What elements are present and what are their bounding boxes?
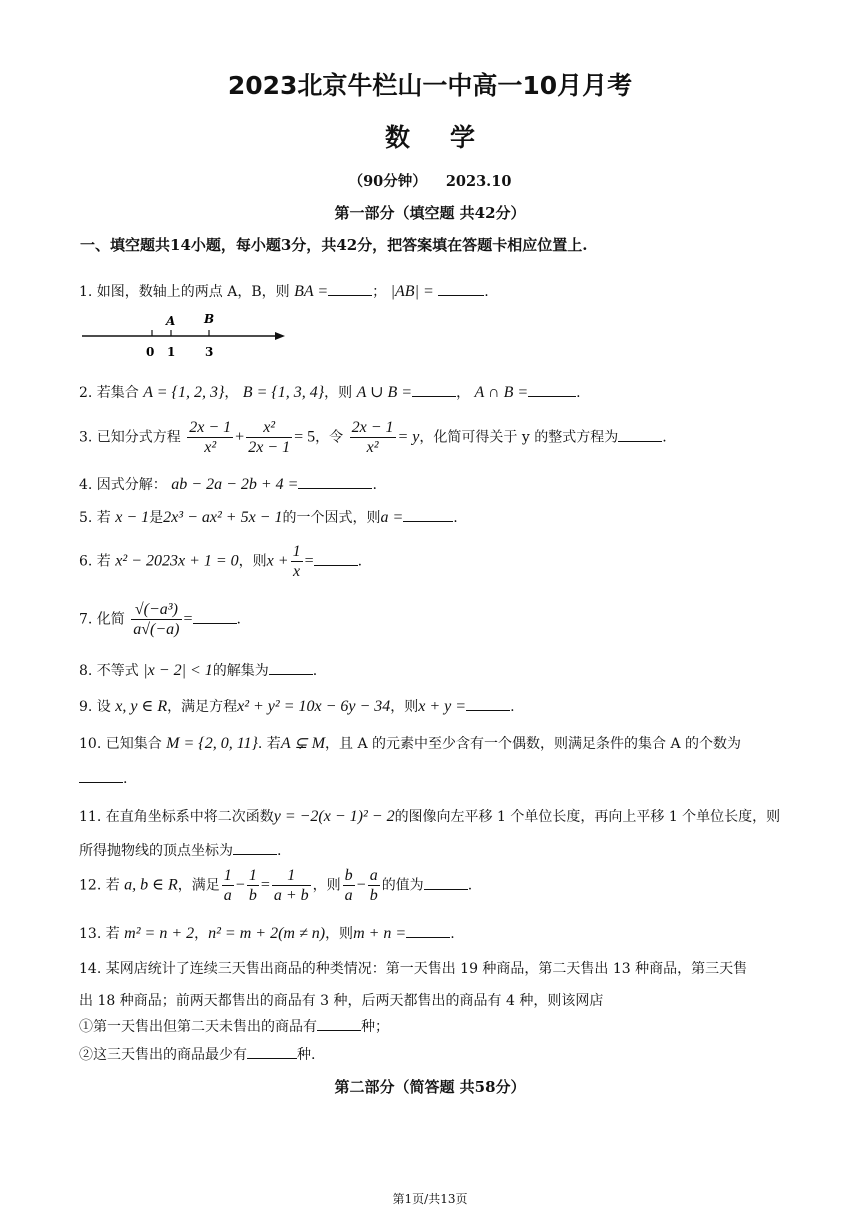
subject-title: 数学 bbox=[384, 123, 515, 152]
answer-blank[interactable] bbox=[412, 382, 456, 397]
question-10-cont: . bbox=[79, 768, 127, 787]
answer-blank[interactable] bbox=[233, 840, 277, 855]
answer-blank[interactable] bbox=[269, 660, 313, 675]
fraction: $\frac{\text{√(−a³)}}{a√(-a)}$ bbox=[133, 601, 180, 638]
answer-blank[interactable] bbox=[528, 382, 576, 397]
number-line-figure bbox=[80, 311, 290, 361]
fraction: $\frac{b}{a}$ bbox=[344, 867, 353, 904]
exam-date: 2023.10 bbox=[445, 173, 512, 190]
fraction: $\frac{1}{a}$ bbox=[223, 867, 232, 904]
answer-blank[interactable] bbox=[298, 474, 372, 489]
question-13: 13. 若 m² = n + 2，n² = m + 2(m ≠ n)，则m + n = . bbox=[79, 925, 455, 942]
question-14-line-1: 14. 某网店统计了连续三天售出商品的种类情况：第一天售出 19 种商品，第二天售出 13 种商品，第三天售 bbox=[79, 961, 748, 977]
fraction: $\frac{1}{a + b}$ bbox=[273, 867, 309, 904]
question-4: 4. 因式分解： ab − 2a − 2b + 4 = . bbox=[79, 476, 377, 493]
answer-blank[interactable] bbox=[247, 1044, 297, 1059]
question-10: 10. 已知集合 M = {2, 0, 11}. 若A ⊊ M，且 A 的元素中至少含有一个偶数，则满足条件的集合 A 的个数为 bbox=[79, 735, 742, 752]
answer-blank[interactable] bbox=[406, 923, 450, 938]
answer-blank[interactable] bbox=[193, 609, 237, 624]
answer-blank[interactable] bbox=[317, 1016, 361, 1031]
exam-duration: （90分钟） bbox=[348, 173, 427, 190]
q1-math-ba: BA = bbox=[294, 283, 329, 300]
question-9: 9. 设 x, y ∈ R，满足方程x² + y² = 10x − 6y − 34，则x + y = . bbox=[79, 698, 515, 715]
answer-blank[interactable] bbox=[314, 551, 358, 566]
answer-blank[interactable] bbox=[79, 768, 123, 783]
question-2: 2. 若集合 A = {1, 2, 3}， B = {1, 3, 4}，则 A ∪ B = ， A ∩ B = . bbox=[79, 384, 581, 401]
fraction: $\frac{1}{x}$ bbox=[292, 543, 301, 580]
question-7: 7. 化简 $\frac{\text{√(−a³)}}{a√(-a)}$ = . bbox=[79, 601, 241, 638]
fraction: $\frac{\text{x²}}{2x - 1}$ bbox=[248, 419, 291, 456]
question-6: 6. 若 x² − 2023x + 1 = 0，则x + $\frac{1}{x}$ = . bbox=[79, 543, 363, 580]
answer-blank[interactable] bbox=[438, 281, 484, 296]
fraction: $\frac{a}{b}$ bbox=[369, 867, 378, 904]
tick-label-3: 3 bbox=[205, 345, 214, 359]
section-heading: 一、填空题共14小题，每小题3分，共42分，把答案填在答题卡相应位置上. bbox=[80, 236, 588, 254]
question-5: 5. 若 x − 1是2x³ − ax² + 5x − 1的一个因式，则a = . bbox=[79, 509, 458, 526]
point-a-label: A bbox=[166, 314, 176, 328]
answer-blank[interactable] bbox=[466, 696, 510, 711]
question-11: 11. 在直角坐标系中将二次函数y = −2(x − 1)² − 2的图像向左平移 1 个单位长度，再向上平移 1 个单位长度，则所得抛物线的顶点坐标为 . bbox=[79, 808, 781, 859]
fraction: $\frac{1}{b}$ bbox=[248, 867, 257, 904]
part1-heading: 第一部分（填空题 共42分） bbox=[334, 204, 526, 222]
question-8: 8. 不等式 |x − 2| < 1的解集为 . bbox=[79, 662, 318, 679]
fraction: $\frac{2x - 1}{\text{x²}}$ bbox=[351, 419, 394, 456]
fraction: $\frac{2x - 1}{\text{x²}}$ bbox=[189, 419, 232, 456]
tick-label-1: 1 bbox=[167, 345, 176, 359]
answer-blank[interactable] bbox=[403, 507, 453, 522]
arrow-right-icon bbox=[275, 332, 285, 340]
question-12: 12. 若 a, b ∈ R，满足 $\frac{1}{a}$ − $\frac{1}{b}$ = $\frac{1}{a + b}$ ，则 $\frac{b}{a}$ − $\frac{a}{b}$ 的值为 . bbox=[79, 867, 473, 904]
point-b-label: B bbox=[204, 312, 215, 326]
question-14-sub-1: ①第一天售出但第二天未售出的商品有 种； bbox=[79, 1016, 389, 1036]
answer-blank[interactable] bbox=[424, 875, 468, 890]
answer-blank[interactable] bbox=[328, 281, 372, 296]
question-14-line-2: 出 18 种商品；前两天都售出的商品有 3 种，后两天都售出的商品有 4 种，则该网店 bbox=[79, 993, 604, 1009]
exam-title: 2023北京牛栏山一中高一10月月考 bbox=[227, 71, 633, 100]
question-14-sub-2: ②这三天售出的商品最少有 种. bbox=[79, 1044, 315, 1064]
exam-meta bbox=[0, 170, 860, 191]
question-1: 1. 如图，数轴上的两点 A，B，则 BA = ； |AB| = . bbox=[79, 283, 489, 300]
q1-math-abs: |AB| = bbox=[390, 283, 434, 300]
part2-heading: 第二部分（简答题 共58分） bbox=[334, 1078, 526, 1096]
tick-label-0: 0 bbox=[146, 345, 155, 359]
question-3: 3. 已知分式方程 $\frac{2x - 1}{\text{x²}}$ + $\frac{\text{x²}}{2x - 1}$ = 5，令 $\frac{2x - 1}{\text{x²}}$ = y，化简可得关于 y 的整式方程为 . bbox=[79, 419, 667, 456]
answer-blank[interactable] bbox=[618, 427, 662, 442]
page-footer: 第1页/共13页 bbox=[392, 1192, 468, 1206]
